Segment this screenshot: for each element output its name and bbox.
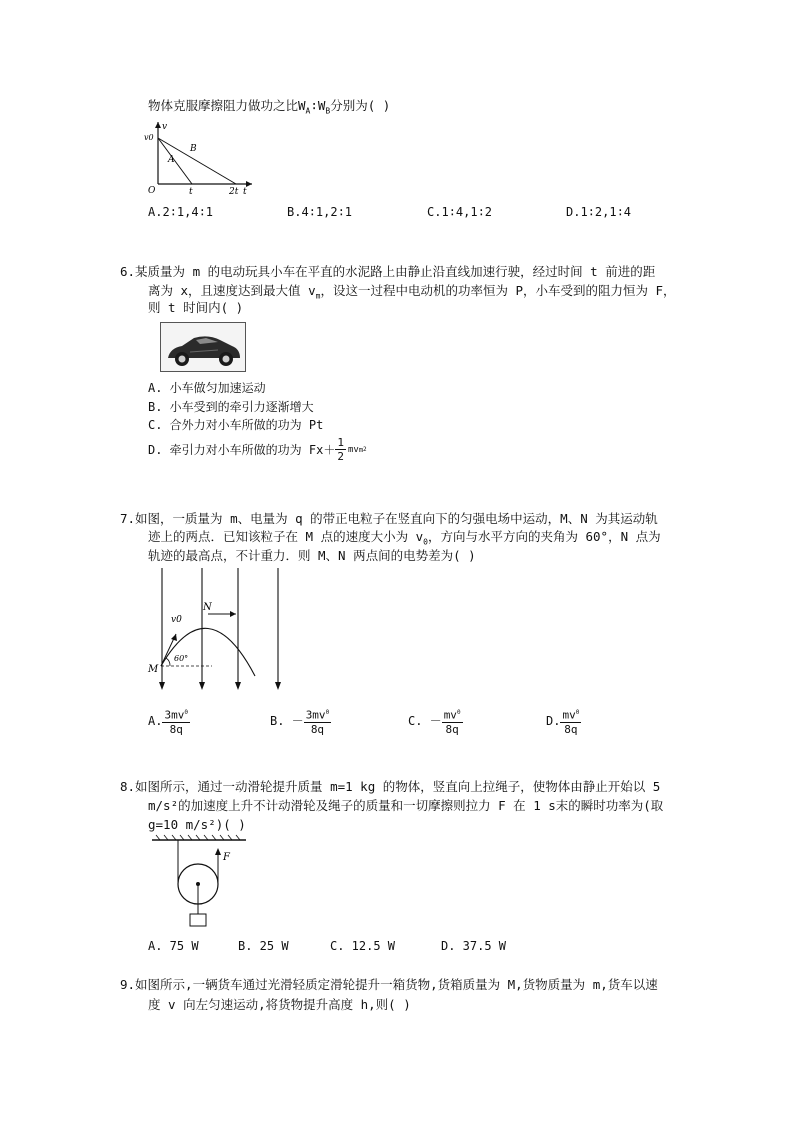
q5-vt-graph	[140, 118, 260, 196]
label-m: M	[148, 664, 159, 675]
q6-option-c: C. 合外力对小车所做的功为 Pt	[148, 418, 324, 432]
label-v0: v0	[144, 133, 154, 142]
q6-line3: 则 t 时间内( )	[148, 300, 244, 315]
label-v0: v0	[171, 615, 182, 625]
q8-line1: 8.如图所示，通过一动滑轮提升质量 m=1 kg 的物体，竖直向上拉绳子，使物体由静止开始以 5	[120, 779, 661, 794]
label-v: v	[162, 122, 168, 132]
half-fraction: $\frac{1}{2}$	[337, 436, 344, 463]
q8-line3: g=10 m/s²)( )	[148, 817, 246, 832]
q8-line2: m/s²的加速度上升不计动滑轮及绳子的质量和一切摩擦则拉力 F 在 1 s末的瞬时功率为(取	[148, 798, 664, 813]
label-b: B	[190, 144, 197, 154]
q7-option-a: A. $\frac{3mv^0}{8q}$	[148, 706, 190, 736]
toy-car-image	[160, 322, 246, 372]
field-lines	[162, 568, 278, 684]
q8-option-a: A. 75 W	[148, 939, 199, 953]
q7-option-c: C. － $\frac{mv^0}{8q}$	[408, 706, 463, 736]
label-a: A	[168, 155, 175, 165]
q6-line1: 6.某质量为 m 的电动玩具小车在平直的水泥路上由静止沿直线加速行驶，经过时间 t 前进的距	[120, 264, 656, 279]
load-block	[190, 914, 206, 926]
q7-option-b: B. － $\frac{3mv^0}{8q}$	[270, 706, 331, 736]
q9-line2: 度 v 向左匀速运动,将货物提升高度 h,则( )	[148, 997, 411, 1012]
label-t: t	[189, 187, 193, 196]
q6-option-b: B. 小车受到的牵引力逐渐增大	[148, 400, 314, 414]
q6-option-d: D. 牵引力对小车所做的功为 Fx＋ $\frac{1}{2}$ mv m 2	[148, 436, 367, 463]
label-t-axis: t	[243, 187, 247, 196]
q5-option-c: C.1∶4,1∶2	[427, 205, 493, 219]
label-f: F	[223, 852, 230, 863]
t-axis-arrow	[246, 181, 252, 187]
q5-option-b: B.4∶1,2∶1	[287, 205, 353, 219]
q8-pulley-diagram	[150, 834, 250, 930]
v-axis-arrow	[155, 122, 161, 128]
label-o: O	[148, 186, 156, 196]
q5-option-a: A.2∶1,4∶1	[148, 205, 214, 219]
q7-line3: 轨迹的最高点，不计重力．则 M、N 两点间的电势差为( )	[148, 548, 476, 563]
label-n: N	[203, 602, 212, 613]
q6-option-a: A. 小车做匀加速运动	[148, 381, 266, 395]
q8-option-b: B. 25 W	[238, 939, 289, 953]
label-2t: 2t	[229, 187, 239, 196]
line-a	[158, 138, 192, 184]
q7-field-diagram	[140, 566, 290, 700]
q8-option-d: D. 37.5 W	[441, 939, 507, 953]
q8-option-c: C. 12.5 W	[330, 939, 396, 953]
q7-line2: 迹上的两点．已知该粒子在 M 点的速度大小为 $v_0$，方向与水平方向的夹角为 60°，N 点为	[148, 529, 661, 547]
q5-stem: 物体克服摩擦阻力做功之比$W_A∶W_B$分别为( )	[148, 98, 391, 116]
q6-line2: 离为 x，且速度达到最大值 $v_m$，设这一过程中电动机的功率恒为 P，小车受到的阻力恒为 F，	[148, 283, 676, 301]
q5-option-d: D.1∶2,1∶4	[566, 205, 632, 219]
q9-line1: 9.如图所示,一辆货车通过光滑轻质定滑轮提升一箱货物,货箱质量为 M,货物质量为 m,货车以速	[120, 977, 658, 992]
q7-line1: 7.如图，一质量为 m、电量为 q 的带正电粒子在竖直向下的匀强电场中运动，M、N 为其运动轨	[120, 511, 658, 526]
label-60: 60°	[174, 654, 189, 663]
q7-option-d: D. $\frac{mv^0}{8q}$	[546, 706, 581, 736]
